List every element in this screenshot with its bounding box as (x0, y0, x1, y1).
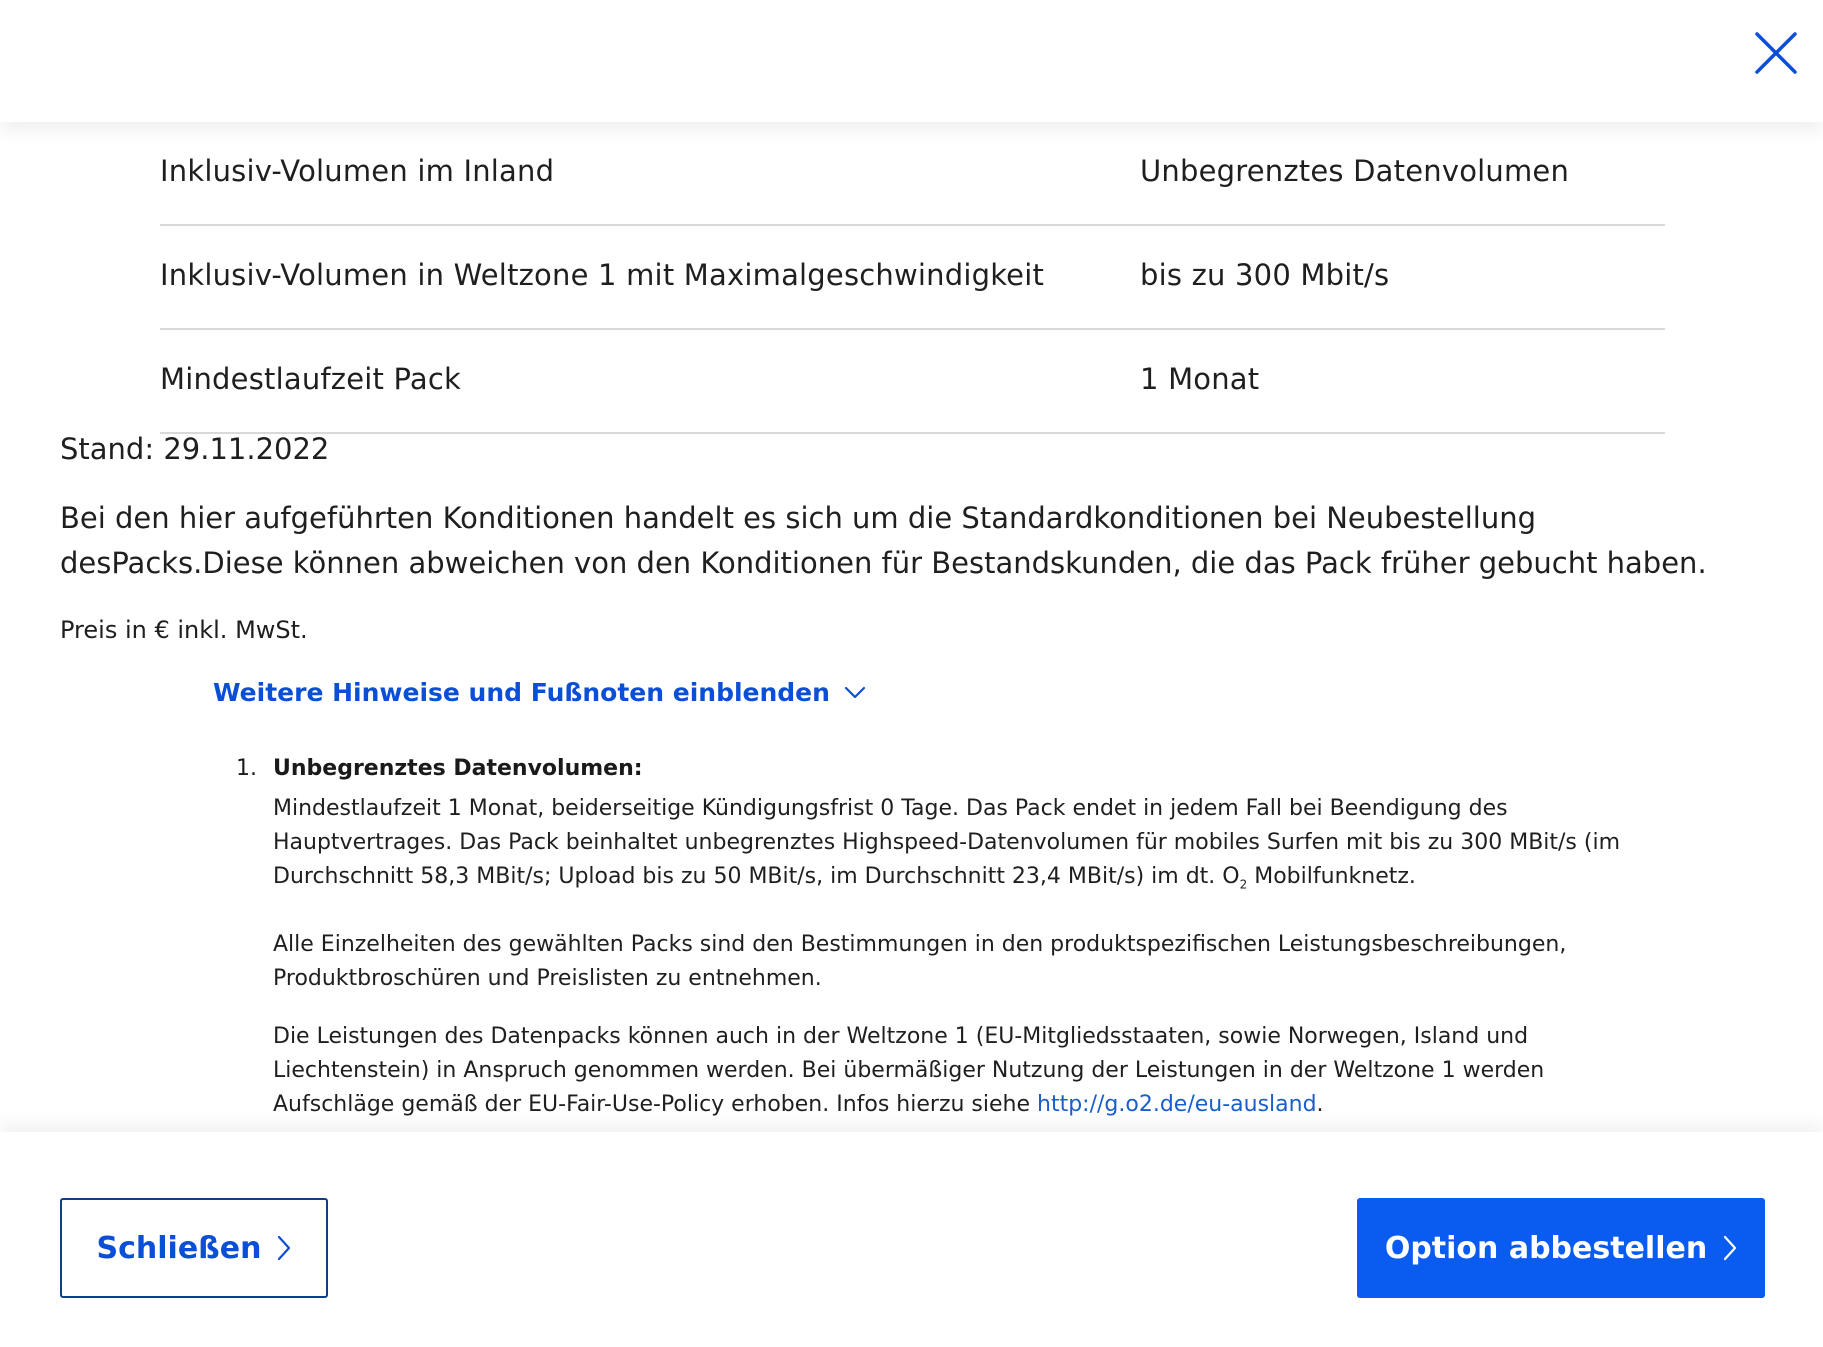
cancel-option-button[interactable] (1357, 1198, 1765, 1298)
eu-roaming-link[interactable]: http://g.o2.de/eu-ausland (1037, 1092, 1317, 1117)
modal-content[interactable] (0, 122, 1823, 1132)
row-label: Inklusiv-Volumen in Weltzone 1 mit Maximalgeschwindigkeit (160, 258, 1045, 292)
status-date: Stand: 29.11.2022 (60, 432, 330, 466)
show-footnotes-label: Weitere Hinweise und Fußnoten einblenden (213, 678, 830, 707)
table-row (160, 122, 1665, 226)
row-value: 1 Monat (1140, 362, 1260, 396)
close-button[interactable] (60, 1198, 328, 1298)
modal-header (0, 0, 1823, 122)
footnote-text: . (1316, 1092, 1324, 1117)
row-value: bis zu 300 Mbit/s (1140, 258, 1390, 292)
row-value: Unbegrenztes Datenvolumen (1140, 154, 1570, 188)
close-icon[interactable] (1751, 28, 1801, 78)
footnote-paragraph (273, 792, 1643, 901)
footnote-text: Die Leistungen des Datenpacks können auch in der Weltzone 1 (EU-Mitgliedsstaaten, sowie Norwegen, Island und Liechtenstein) in Anspruch genommen werden. Bei übermäßiger Nutzung der Leistungen in der Weltzone 1 werden Aufschläge gemäß der EU-Fair-Use-Policy erhoben. Infos hierzu siehe (273, 1024, 1545, 1117)
modal-footer (0, 1132, 1823, 1347)
show-footnotes-link[interactable] (213, 678, 866, 707)
footnote-text: Mindestlaufzeit 1 Monat, beiderseitige Kündigungsfrist 0 Tage. Das Pack endet in jedem Fall bei Beendigung des Hauptvertrages. Das Pack beinhaltet unbegrenztes Highspeed-Datenvolumen für mobiles Surfen mit bis zu 300 MBit/s (im Durchschnitt 58,3 MBit/s; Upload bis zu 50 MBit/s, im Durchschnitt 23,4 MBit/s) im dt. O (273, 796, 1621, 889)
footnote-subscript: 2 (1239, 877, 1248, 892)
conditions-note: Bei den hier aufgeführten Konditionen handelt es sich um die Standardkonditionen bei Neubestellung desPacks.Diese können abweichen von den Konditionen für Bestandskunden, die das Pack früher gebucht haben. (60, 501, 1707, 580)
price-note: Preis in € inkl. MwSt. (60, 616, 308, 644)
conditions-table (160, 122, 1665, 434)
row-label: Inklusiv-Volumen im Inland (160, 154, 555, 188)
table-row (160, 226, 1665, 330)
footnote-paragraph: Alle Einzelheiten des gewählten Packs sind den Bestimmungen in den produktspezifischen Leistungsbeschreibungen, Produktbroschüren und Preislisten zu entnehmen. (273, 932, 1567, 991)
cancel-option-label: Option abbestellen (1384, 1230, 1708, 1266)
footnote-number: 1. (236, 756, 257, 781)
footnote-paragraph (273, 1020, 1643, 1122)
chevron-down-icon (844, 686, 866, 700)
row-label: Mindestlaufzeit Pack (160, 362, 462, 396)
close-button-label: Schließen (96, 1230, 262, 1266)
chevron-right-icon (277, 1235, 291, 1261)
footnote-text: Mobilfunknetz. (1247, 864, 1416, 889)
chevron-right-icon (1723, 1235, 1737, 1261)
table-row (160, 330, 1665, 434)
footnote-title: Unbegrenztes Datenvolumen: (273, 756, 643, 781)
